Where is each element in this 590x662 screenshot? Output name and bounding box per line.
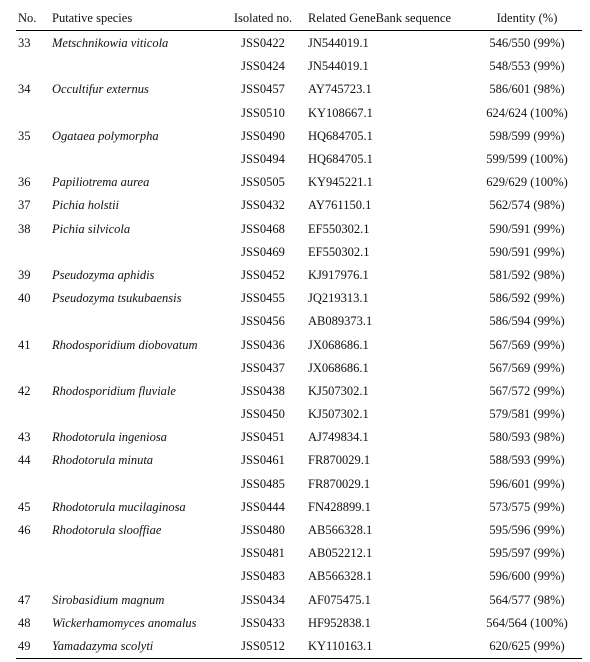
cell-sequence: JX068686.1	[308, 337, 369, 352]
table-row	[16, 357, 582, 380]
cell-identity: 564/577 (98%)	[489, 592, 565, 607]
species-table	[16, 6, 582, 659]
cell-species: Rhodotorula slooffiae	[52, 523, 162, 538]
cell-identity: 595/597 (99%)	[489, 546, 565, 561]
cell-no: 45	[18, 499, 31, 514]
table-row	[16, 333, 582, 356]
cell-isolated: JSS0438	[241, 383, 285, 398]
cell-identity: 562/574 (98%)	[489, 198, 565, 213]
cell-species: Rhodotorula minuta	[52, 453, 154, 468]
cell-identity: 564/564 (100%)	[486, 615, 568, 630]
cell-sequence: FN428899.1	[308, 499, 371, 514]
table-row	[16, 310, 582, 333]
table-row	[16, 55, 582, 78]
table-row	[16, 496, 582, 519]
cell-identity: 624/624 (100%)	[486, 105, 568, 120]
table-header	[16, 6, 582, 30]
cell-sequence: HF952838.1	[308, 615, 371, 630]
table-row	[16, 473, 582, 496]
cell-sequence: AJ749834.1	[308, 430, 369, 445]
table-row	[16, 449, 582, 472]
cell-species: Pseudozyma tsukubaensis	[52, 291, 182, 306]
cell-isolated: JSS0494	[241, 152, 285, 167]
cell-identity: 586/601 (98%)	[489, 82, 565, 97]
cell-sequence: KY108667.1	[308, 105, 373, 120]
cell-isolated: JSS0450	[241, 407, 285, 422]
table-row	[16, 194, 582, 217]
cell-species: Occultifur externus	[52, 82, 149, 97]
cell-isolated: JSS0505	[241, 175, 285, 190]
cell-identity: 580/593 (98%)	[489, 430, 565, 445]
cell-identity: 588/593 (99%)	[489, 453, 565, 468]
cell-isolated: JSS0483	[241, 569, 285, 584]
cell-sequence: JX068686.1	[308, 360, 369, 375]
table-body	[16, 31, 582, 658]
cell-no: 40	[18, 291, 31, 306]
cell-isolated: JSS0481	[241, 546, 285, 561]
cell-identity: 586/594 (99%)	[489, 314, 565, 329]
cell-no: 47	[18, 592, 31, 607]
cell-no: 37	[18, 198, 31, 213]
cell-species: Rhodotorula ingeniosa	[52, 430, 167, 445]
cell-isolated: JSS0424	[241, 59, 285, 74]
cell-identity: 581/592 (98%)	[489, 267, 565, 282]
cell-species: Rhodotorula mucilaginosa	[52, 499, 186, 514]
table-row	[16, 589, 582, 612]
cell-isolated: JSS0455	[241, 291, 285, 306]
cell-species: Rhodosporidium fluviale	[52, 383, 176, 398]
cell-no: 36	[18, 175, 31, 190]
table-row	[16, 403, 582, 426]
cell-sequence: EF550302.1	[308, 221, 370, 236]
cell-sequence: AB089373.1	[308, 314, 373, 329]
cell-no: 34	[18, 82, 31, 97]
cell-species: Pichia holstii	[52, 198, 120, 213]
header-no: No.	[18, 10, 37, 25]
cell-isolated: JSS0512	[241, 638, 285, 653]
cell-no: 46	[18, 523, 31, 538]
cell-isolated: JSS0468	[241, 221, 285, 236]
table-row	[16, 32, 582, 55]
header-sequence: Related GeneBank sequence	[308, 10, 451, 25]
cell-sequence: AY745723.1	[308, 82, 372, 97]
cell-isolated: JSS0457	[241, 82, 285, 97]
cell-identity: 620/625 (99%)	[489, 638, 565, 653]
cell-sequence: KJ507302.1	[308, 383, 369, 398]
cell-sequence: AB566328.1	[308, 523, 373, 538]
header-species: Putative species	[52, 10, 133, 25]
cell-identity: 596/601 (99%)	[489, 476, 565, 491]
table-row	[16, 171, 582, 194]
cell-species: Rhodosporidium diobovatum	[52, 337, 198, 352]
table-row	[16, 426, 582, 449]
table-row	[16, 635, 582, 658]
table-row	[16, 218, 582, 241]
cell-no: 33	[18, 36, 31, 51]
cell-isolated: JSS0436	[241, 337, 285, 352]
cell-no: 48	[18, 615, 31, 630]
cell-isolated: JSS0452	[241, 267, 285, 282]
table-row	[16, 264, 582, 287]
cell-species: Pichia silvicola	[52, 221, 131, 236]
cell-isolated: JSS0510	[241, 105, 285, 120]
table-row	[16, 612, 582, 635]
cell-sequence: HQ684705.1	[308, 152, 373, 167]
header-identity: Identity (%)	[496, 10, 558, 25]
cell-species: Sirobasidium magnum	[52, 592, 165, 607]
cell-sequence: FR870029.1	[308, 453, 371, 468]
cell-sequence: JQ219313.1	[308, 291, 369, 306]
cell-identity: 573/575 (99%)	[489, 499, 565, 514]
cell-isolated: JSS0451	[241, 430, 285, 445]
table-row	[16, 78, 582, 101]
cell-identity: 567/572 (99%)	[489, 383, 565, 398]
cell-sequence: AF075475.1	[308, 592, 371, 607]
table-row	[16, 241, 582, 264]
cell-no: 44	[18, 453, 31, 468]
cell-sequence: KJ507302.1	[308, 407, 369, 422]
cell-species: Metschnikowia viticola	[52, 36, 169, 51]
table-row	[16, 148, 582, 171]
cell-identity: 548/553 (99%)	[489, 59, 565, 74]
cell-identity: 590/591 (99%)	[489, 221, 565, 236]
cell-isolated: JSS0490	[241, 128, 285, 143]
cell-no: 42	[18, 383, 31, 398]
cell-no: 35	[18, 128, 31, 143]
cell-identity: 567/569 (99%)	[489, 360, 565, 375]
cell-sequence: AB566328.1	[308, 569, 373, 584]
cell-identity: 567/569 (99%)	[489, 337, 565, 352]
bottom-rule	[16, 658, 582, 659]
cell-sequence: JN544019.1	[308, 59, 369, 74]
cell-no: 49	[18, 638, 31, 653]
cell-isolated: JSS0434	[241, 592, 285, 607]
cell-species: Wickerhamomyces anomalus	[52, 615, 197, 630]
cell-isolated: JSS0480	[241, 523, 285, 538]
cell-isolated: JSS0456	[241, 314, 285, 329]
cell-sequence: KY110163.1	[308, 638, 373, 653]
cell-sequence: JN544019.1	[308, 36, 369, 51]
cell-identity: 595/596 (99%)	[489, 523, 565, 538]
table-row	[16, 287, 582, 310]
table-row	[16, 380, 582, 403]
cell-sequence: EF550302.1	[308, 244, 370, 259]
cell-no: 43	[18, 430, 31, 445]
cell-isolated: JSS0485	[241, 476, 285, 491]
table-row	[16, 542, 582, 565]
table-row	[16, 102, 582, 125]
table-row	[16, 125, 582, 148]
cell-sequence: HQ684705.1	[308, 128, 373, 143]
cell-identity: 586/592 (99%)	[489, 291, 565, 306]
cell-species: Papiliotrema aurea	[52, 175, 150, 190]
cell-sequence: KY945221.1	[308, 175, 373, 190]
cell-isolated: JSS0437	[241, 360, 285, 375]
cell-sequence: KJ917976.1	[308, 267, 369, 282]
cell-isolated: JSS0433	[241, 615, 285, 630]
cell-sequence: AB052212.1	[308, 546, 373, 561]
cell-isolated: JSS0461	[241, 453, 285, 468]
cell-isolated: JSS0444	[241, 499, 285, 514]
cell-sequence: AY761150.1	[308, 198, 372, 213]
header-isolated: Isolated no.	[233, 10, 293, 25]
table-row	[16, 565, 582, 588]
cell-isolated: JSS0422	[241, 36, 285, 51]
cell-identity: 599/599 (100%)	[486, 152, 568, 167]
table-row	[16, 519, 582, 542]
cell-species: Pseudozyma aphidis	[52, 267, 155, 282]
cell-no: 41	[18, 337, 31, 352]
cell-species: Ogataea polymorpha	[52, 128, 159, 143]
cell-identity: 598/599 (99%)	[489, 128, 565, 143]
cell-no: 38	[18, 221, 31, 236]
cell-identity: 590/591 (99%)	[489, 244, 565, 259]
cell-isolated: JSS0432	[241, 198, 285, 213]
cell-identity: 596/600 (99%)	[489, 569, 565, 584]
cell-sequence: FR870029.1	[308, 476, 371, 491]
cell-identity: 546/550 (99%)	[489, 36, 565, 51]
cell-identity: 629/629 (100%)	[486, 175, 568, 190]
cell-identity: 579/581 (99%)	[489, 407, 565, 422]
cell-no: 39	[18, 267, 31, 282]
cell-species: Yamadazyma scolyti	[52, 638, 154, 653]
cell-isolated: JSS0469	[241, 244, 285, 259]
